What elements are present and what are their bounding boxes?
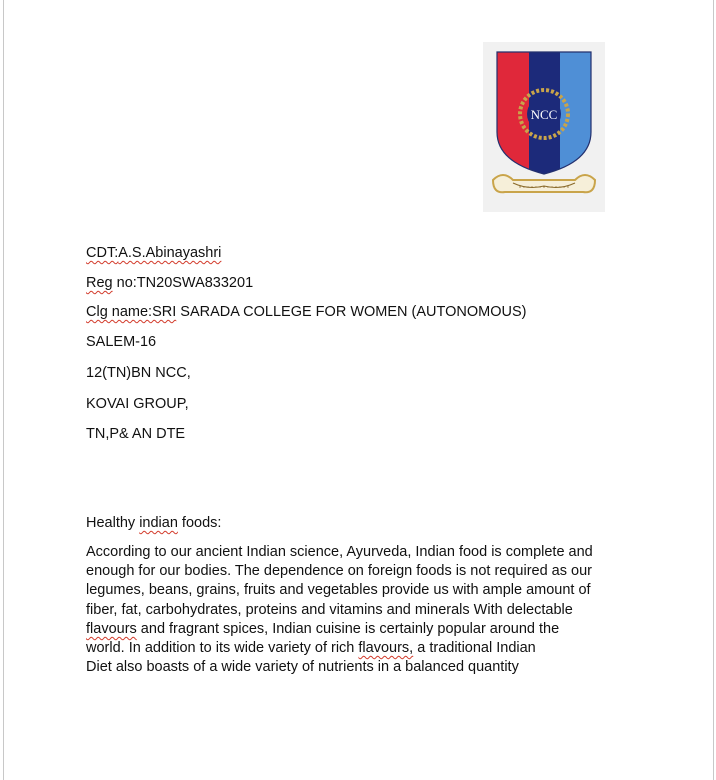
paragraph-line-5 (86, 620, 646, 639)
paragraph-line-7: Diet also boasts of a wide variety of nutrients in a balanced quantity (86, 659, 519, 676)
college-prefix: Clg name:SRI (86, 304, 177, 320)
section-heading (86, 513, 221, 533)
reg-prefix: Reg (86, 275, 113, 291)
cadet-name: A.S.Abinayashri (118, 245, 222, 261)
page-border-right (713, 0, 714, 780)
reg-number: no:TN20SWA833201 (112, 275, 254, 291)
city-line: SALEM-16 (86, 334, 157, 350)
paragraph-line-2: enough for our bodies. The dependence on foreign foods is not required as our (86, 563, 592, 580)
heading-word: indian (139, 515, 178, 531)
logo-text: NCC (530, 107, 558, 122)
line-6-rest: a traditional Indian (413, 640, 536, 657)
heading-post: foods: (177, 515, 222, 531)
flavours-word-1: flavours (86, 620, 137, 637)
reg-line (86, 273, 253, 293)
body-paragraph (86, 543, 646, 677)
paragraph-line-1: According to our ancient Indian science, Ayurveda, Indian food is complete and (86, 544, 593, 560)
paragraph-line-6 (86, 639, 646, 658)
page-border-left (3, 0, 4, 780)
flavours-word-2: flavours, (358, 640, 414, 657)
heading-pre: Healthy (86, 515, 140, 531)
cadet-line (86, 243, 221, 263)
line-5-rest: and fragrant spices, Indian cuisine is certainly popular around the (136, 620, 560, 637)
line-6-pre: world. In addition to its wide variety of rich (86, 640, 359, 657)
ncc-logo (483, 42, 605, 212)
paragraph-line-4: fiber, fat, carbohydrates, proteins and vitamins and minerals With delectable (86, 601, 573, 618)
college-name: SARADA COLLEGE FOR WOMEN (AUTONOMOUS) (176, 304, 527, 320)
battalion-line: 12(TN)BN NCC, (86, 365, 191, 381)
directorate-line: TN,P& AN DTE (86, 426, 186, 442)
cadet-prefix: CDT: (86, 245, 119, 261)
college-line (86, 302, 526, 322)
group-line: KOVAI GROUP, (86, 396, 189, 412)
paragraph-line-3: legumes, beans, grains, fruits and vegetables provide us with ample amount of (86, 582, 591, 599)
